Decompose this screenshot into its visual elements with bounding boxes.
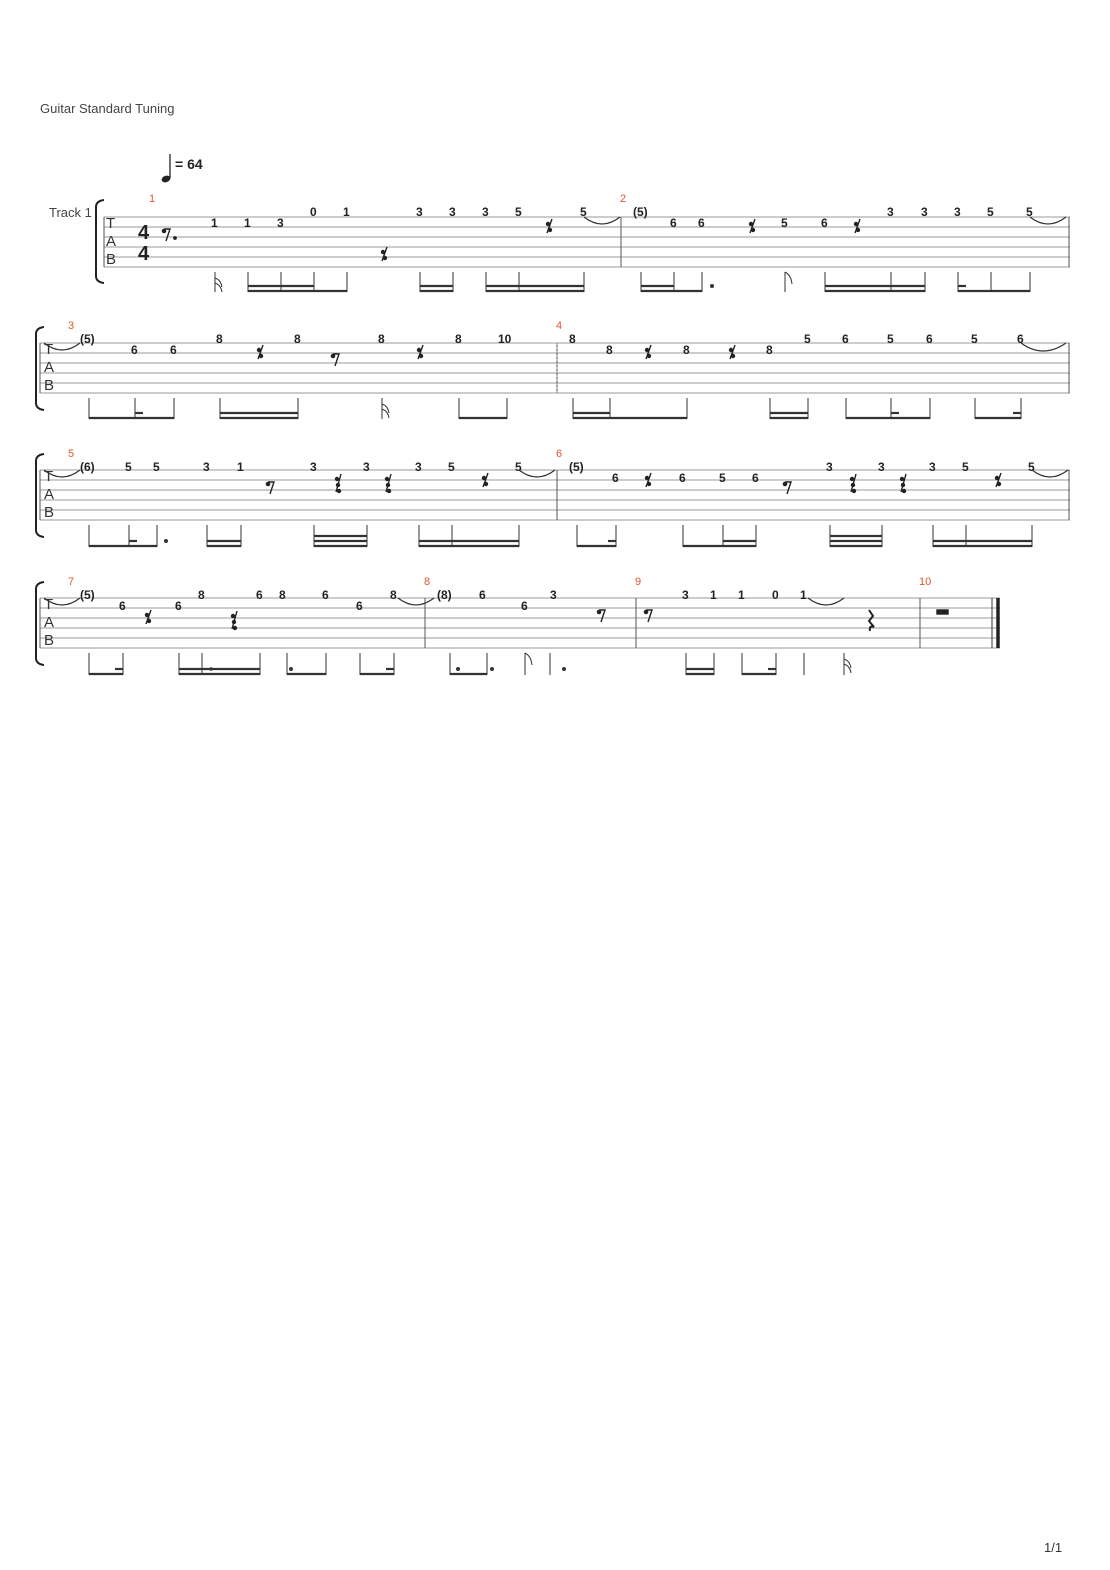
rhythm-notation [215,217,1066,292]
fret-number: 6 [356,599,363,613]
measure-number: 2 [620,193,627,205]
fret-number: 6 [170,343,177,357]
fret-number: 5 [719,471,726,485]
fret-number: 6 [322,588,329,602]
fret-number: 5 [804,332,811,346]
tab-clef-t: T [44,341,54,358]
tab-clef-b: B [44,504,55,521]
fret-number: (5) [633,205,648,219]
staff-lines [40,598,1000,648]
fret-number: 6 [926,332,933,346]
rests [266,473,1001,494]
fret-number: 3 [482,205,489,219]
tab-clef-a: A [44,486,55,503]
fret-number: 5 [781,216,788,230]
fret-number: 8 [766,343,773,357]
fret-number: 6 [521,599,528,613]
fret-numbers [80,588,807,613]
fret-number: 3 [415,460,422,474]
fret-number: (5) [569,460,584,474]
fret-number: 1 [710,588,717,602]
tab-clef-b: B [106,251,117,268]
fret-number: 6 [119,599,126,613]
tab-clef-t: T [106,215,116,232]
page-number: 1/1 [1044,1540,1063,1555]
tab-score [0,0,1110,720]
fret-number: 5 [962,460,969,474]
measure-number: 10 [919,576,932,588]
fret-number: 3 [363,460,370,474]
fret-number: 6 [256,588,263,602]
fret-number: 3 [416,205,423,219]
half-rest-icon [937,610,948,614]
fret-number: (5) [80,588,95,602]
fret-number: 6 [612,471,619,485]
fret-number: 5 [515,460,522,474]
staff-lines [40,343,1070,393]
rests [162,219,860,261]
fret-number: (6) [80,460,95,474]
fret-number: 5 [448,460,455,474]
fret-number: 3 [203,460,210,474]
measure-number: 8 [424,576,431,588]
tab-clef-a: A [106,233,117,250]
fret-number: 6 [131,343,138,357]
fret-number: 5 [987,205,994,219]
tab-clef-a: A [44,614,55,631]
fret-number: 6 [842,332,849,346]
fret-number: 3 [826,460,833,474]
tab-clef-b: B [44,377,55,394]
tab-clef-t: T [44,596,54,613]
time-signature-denominator: 4 [138,243,150,265]
measure-number: 6 [556,448,563,460]
system-1 [96,193,1070,292]
fret-number: 5 [580,205,587,219]
tab-clef-a: A [44,359,55,376]
time-signature-numerator: 4 [138,222,150,244]
system-2 [36,320,1070,419]
fret-number: 8 [279,588,286,602]
tab-clef-t: T [44,468,54,485]
fret-number: (5) [80,332,95,346]
fret-number: 1 [738,588,745,602]
measure-number: 4 [556,320,563,332]
tempo-marking [161,154,203,184]
fret-number: 3 [310,460,317,474]
fret-number: 8 [294,332,301,346]
fret-number: 8 [198,588,205,602]
fret-number: 6 [698,216,705,230]
fret-number: 8 [390,588,397,602]
fret-number: 3 [878,460,885,474]
fret-number: 5 [1026,205,1033,219]
fret-number: 3 [954,205,961,219]
measure-number: 1 [149,193,156,205]
fret-number: 0 [310,205,317,219]
rhythm-notation [44,598,851,675]
tab-clef-b: B [44,632,55,649]
fret-number: 5 [1028,460,1035,474]
fret-number: 5 [125,460,132,474]
fret-number: 8 [216,332,223,346]
system-bracket [96,200,104,283]
fret-number: 1 [237,460,244,474]
fret-number: 5 [971,332,978,346]
fret-number: 3 [550,588,557,602]
fret-number: 6 [479,588,486,602]
fret-number: 8 [569,332,576,346]
track-name: Track 1 [49,205,92,220]
rhythm-notation [44,343,1066,419]
fret-number: 0 [772,588,779,602]
tuning-label: Guitar Standard Tuning [40,101,175,116]
staff-lines [40,470,1070,520]
fret-number: 1 [800,588,807,602]
fret-number: 3 [929,460,936,474]
fret-number: 3 [449,205,456,219]
fret-number: 1 [343,205,350,219]
system-3 [36,448,1070,547]
fret-number: 8 [455,332,462,346]
fret-number: 3 [682,588,689,602]
measure-number: 5 [68,448,75,460]
fret-number: 8 [378,332,385,346]
fret-number: 5 [153,460,160,474]
system-4 [36,576,1000,675]
fret-number: 10 [498,332,512,346]
fret-number: 3 [277,216,284,230]
fret-number: 1 [211,216,218,230]
measure-number: 9 [635,576,642,588]
fret-number: 3 [921,205,928,219]
fret-number: 8 [683,343,690,357]
fret-number: 3 [887,205,894,219]
tempo-text: = 64 [175,156,203,172]
fret-number: 5 [887,332,894,346]
fret-number: 6 [679,471,686,485]
fret-number: 6 [752,471,759,485]
fret-number: 5 [515,205,522,219]
fret-number: 6 [821,216,828,230]
fret-number: 6 [1017,332,1024,346]
rhythm-notation [44,470,1068,547]
fret-number: 8 [606,343,613,357]
measure-number: 7 [68,576,75,588]
fret-number: 6 [670,216,677,230]
fret-number: 1 [244,216,251,230]
fret-number: (8) [437,588,452,602]
measure-number: 3 [68,320,75,332]
fret-number: 6 [175,599,182,613]
